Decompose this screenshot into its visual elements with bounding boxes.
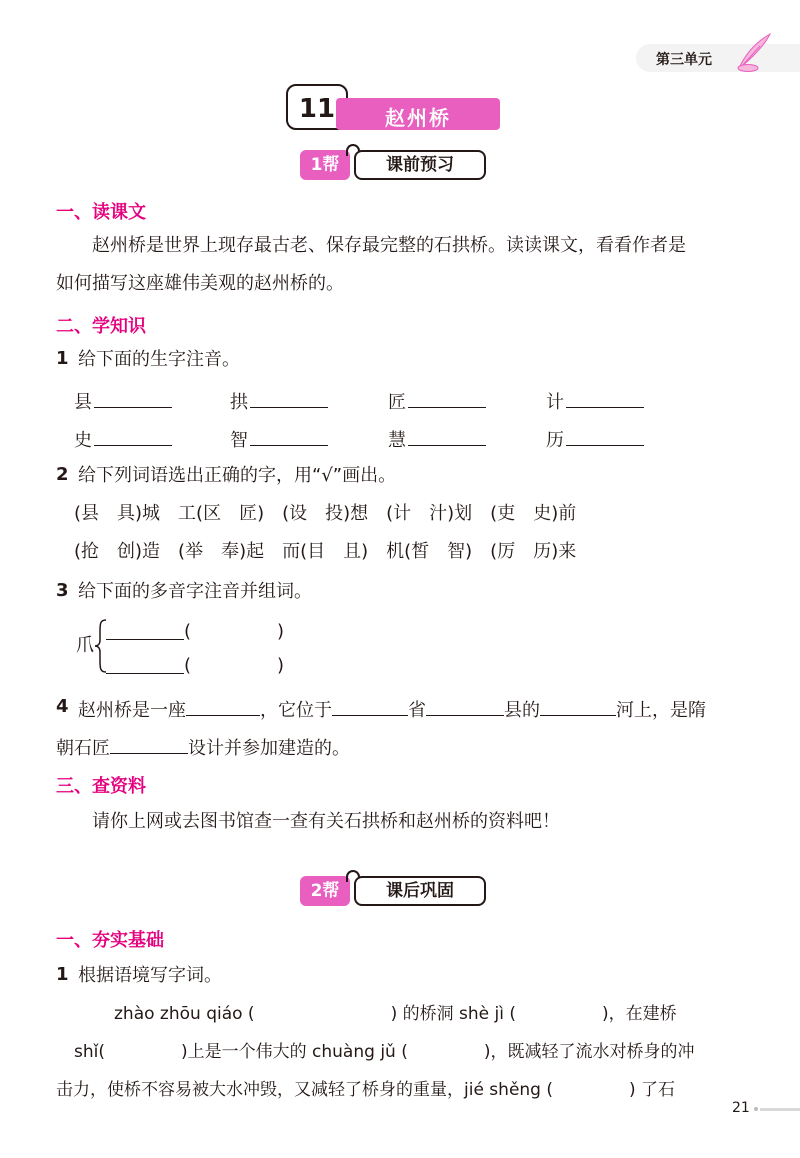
pinyin-item xyxy=(230,388,328,414)
character: 匠 xyxy=(388,392,406,413)
pinyin-blank[interactable] xyxy=(566,388,644,408)
answer-blank[interactable] xyxy=(110,734,188,754)
quill-ink-icon xyxy=(730,32,774,72)
pinyin-blank[interactable] xyxy=(106,622,184,640)
page-number: 21 xyxy=(732,1100,750,1116)
section-heading-research: 三、查资料 xyxy=(56,776,146,797)
pinyin-item xyxy=(546,426,644,452)
question-number: 1 xyxy=(56,348,69,369)
question-text: 给下面的多音字注音并组词。 xyxy=(78,581,312,602)
sentence-part: 县的 xyxy=(504,700,540,721)
sentence-part: 省 xyxy=(408,700,426,721)
word-paren[interactable]: ( ) xyxy=(184,621,285,642)
answer-blank[interactable] xyxy=(540,696,616,716)
sentence-part: ，它位于 xyxy=(260,700,332,721)
sentence-part: )，既减轻了流水对桥身的冲 xyxy=(483,1042,695,1062)
pinyin-blank[interactable] xyxy=(566,426,644,446)
fill-sentence xyxy=(56,734,350,761)
lesson-number: 11 xyxy=(298,94,336,124)
section-heading-learn: 二、学知识 xyxy=(56,316,146,337)
pinyin-item xyxy=(388,426,486,452)
pinyin-item xyxy=(388,388,486,414)
answer-blank[interactable] xyxy=(186,696,260,716)
sentence-part: )，在建桥 xyxy=(602,1004,677,1024)
sentence-part: 朝石匠 xyxy=(56,738,110,759)
question-number: 2 xyxy=(56,464,69,485)
pinyin-blank[interactable] xyxy=(250,388,328,408)
character: 拱 xyxy=(230,392,248,413)
pinyin-item xyxy=(74,426,172,452)
answer-blank[interactable] xyxy=(332,696,408,716)
question-number: 1 xyxy=(56,964,69,985)
sentence-part: zhào zhōu qiáo ( xyxy=(114,1004,255,1024)
lesson-title-block xyxy=(286,84,500,132)
context-line xyxy=(74,1040,695,1064)
character: 计 xyxy=(546,392,564,413)
pinyin-blank[interactable] xyxy=(408,388,486,408)
pinyin-item xyxy=(546,388,644,414)
sentence-part: 河上，是隋 xyxy=(616,700,706,721)
pinyin-item xyxy=(230,426,328,452)
page-dot xyxy=(754,1107,758,1111)
character: 历 xyxy=(546,430,564,451)
pinyin-blank[interactable] xyxy=(250,426,328,446)
sentence-part: 击力，使桥不容易被大水冲毁，又减轻了桥身的重量，jié shěng ( xyxy=(56,1080,553,1100)
badge-text: 课前预习 xyxy=(354,150,486,180)
question-text: 给下面的生字注音。 xyxy=(78,349,240,370)
section-badge-review xyxy=(300,876,490,908)
answer-blank[interactable] xyxy=(426,696,504,716)
question-text: 根据语境写字词。 xyxy=(78,965,222,986)
question-number: 4 xyxy=(56,696,69,717)
sentence-part: ) 的桥洞 shè jì ( xyxy=(390,1004,516,1024)
pinyin-blank[interactable] xyxy=(94,426,172,446)
unit-tab xyxy=(636,44,800,72)
fill-sentence xyxy=(78,696,706,723)
paragraph-line: 赵州桥是世界上现存最古老、保存最完整的石拱桥。读读课文，看看作者是 xyxy=(92,235,686,256)
badge-text: 课后巩固 xyxy=(354,876,486,906)
question-number: 3 xyxy=(56,580,69,601)
section-heading-read: 一、读课文 xyxy=(56,202,146,223)
polyphone-char: 爪 xyxy=(76,635,94,656)
context-line xyxy=(114,1002,677,1026)
pinyin-blank[interactable] xyxy=(106,656,184,674)
sentence-part: shǐ( xyxy=(74,1042,105,1062)
pinyin-blank[interactable] xyxy=(94,388,172,408)
character: 智 xyxy=(230,430,248,451)
paragraph-line: 请你上网或去图书馆查一查有关石拱桥和赵州桥的资料吧！ xyxy=(92,811,560,832)
choice-line[interactable]: (抢 创)造 (举 奉)起 而(目 且) 机(皙 智) (厉 历)来 xyxy=(74,541,577,562)
badge-tag: 2帮 xyxy=(300,876,350,906)
lesson-title: 赵州桥 xyxy=(385,106,451,130)
paragraph-line: 如何描写这座雄伟美观的赵州桥的。 xyxy=(56,273,344,294)
badge-tag: 1帮 xyxy=(300,150,350,180)
sentence-part: )上是一个伟大的 chuàng jǔ ( xyxy=(181,1042,408,1062)
question-text: 给下列词语选出正确的字，用“√”画出。 xyxy=(78,465,397,486)
lesson-title-box xyxy=(336,98,500,130)
unit-label: 第三单元 xyxy=(656,52,712,68)
character: 县 xyxy=(74,392,92,413)
page-rule xyxy=(760,1108,800,1111)
sentence-part: 赵州桥是一座 xyxy=(78,700,186,721)
section-badge-preview xyxy=(300,150,490,182)
context-line xyxy=(56,1078,675,1102)
character: 史 xyxy=(74,430,92,451)
sentence-part: ) 了石 xyxy=(629,1080,676,1100)
pinyin-blank[interactable] xyxy=(408,426,486,446)
section-heading-basics: 一、夯实基础 xyxy=(56,930,164,951)
choice-line[interactable]: (县 具)城 工(区 匠) (设 投)想 (计 汁)划 (吏 史)前 xyxy=(74,503,577,524)
character: 慧 xyxy=(388,430,406,451)
sentence-part: 设计并参加建造的。 xyxy=(188,738,350,759)
pinyin-item xyxy=(74,388,172,414)
word-paren[interactable]: ( ) xyxy=(184,655,285,676)
